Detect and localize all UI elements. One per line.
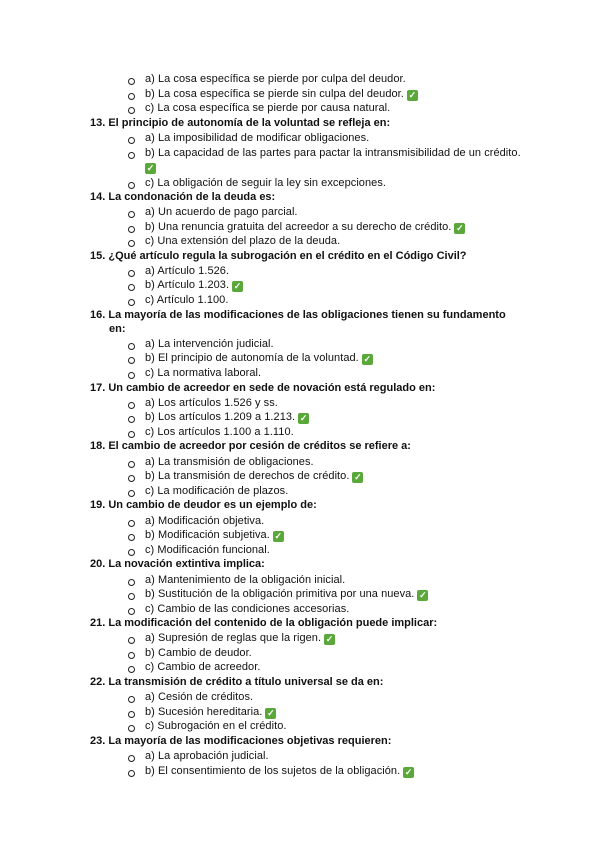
answer-option [145,602,349,616]
line-text: c) Modificación funcional. [145,544,270,556]
line-text: c) La obligación de seguir la ley sin excepciones. [145,177,386,189]
line-text: b) La transmisión de derechos de crédito. [145,470,350,482]
answer-option [145,514,264,528]
answer-option [145,351,373,365]
line-text: a) Cesión de créditos. [145,691,254,703]
line-text: a) Supresión de reglas que la rigen. [145,632,322,644]
check-mark-icon: ✓ [404,767,413,777]
answer-option [145,176,386,190]
list-bullet [128,637,135,644]
line-text: c) Cambio de las condiciones accesorias. [145,603,350,615]
list-bullet [128,240,135,247]
line-text: 15. ¿Qué artículo regula la subrogación en el crédito en el Código Civil? [90,250,467,262]
answer-option [145,278,243,292]
line-text: b) Una renuncia gratuita del acreedor a su derecho de crédito. [145,221,452,233]
check-mark-icon: ✓ [233,281,242,291]
question-heading [90,616,437,630]
answer-option [145,455,314,469]
answer-option [145,87,418,101]
list-bullet [128,93,135,100]
line-text: c) Una extensión del plazo de la deuda. [145,235,341,247]
line-text: 16. La mayoría de las modificaciones de las obligaciones tienen su fundamento [90,309,506,321]
line-text: b) El consentimiento de los sujetos de la obligación. [145,765,401,777]
list-bullet [128,534,135,541]
answer-option [145,543,270,557]
list-bullet [128,402,135,409]
answer-option [145,293,228,307]
question-heading [90,190,275,204]
check-mark-icon: ✓ [325,634,334,644]
answer-option [145,101,390,115]
answer-option [145,205,298,219]
line-text: 20. La novación extintiva implica: [90,558,265,570]
question-heading [90,675,383,689]
line-text: c) Artículo 1.100. [145,294,229,306]
answer-option [145,366,261,380]
line-text: 19. Un cambio de deudor es un ejemplo de: [90,499,317,511]
question-heading [90,557,265,571]
list-bullet [128,520,135,527]
question-heading [90,116,390,130]
check-mark-icon: ✓ [419,590,427,600]
line-text: 22. La transmisión de crédito a título universal se da en: [90,676,384,688]
line-text: a) Mantenimiento de la obligación inicial. [145,574,346,586]
line-text: a) La cosa específica se pierde por culpa del deudor. [145,73,406,85]
answer-option [145,719,286,733]
answer-option [145,705,276,719]
line-text: c) Subrogación en el crédito. [145,720,287,732]
list-bullet [128,416,135,423]
answer-option [145,573,345,587]
list-bullet [128,78,135,85]
answer-option [145,131,369,145]
check-mark-icon: ✓ [354,472,362,482]
list-bullet [128,770,135,777]
list-bullet [128,343,135,350]
answer-option [145,220,465,234]
question-heading [90,308,506,322]
question-heading [90,439,411,453]
answer-option [145,690,253,704]
check-mark-icon: ✓ [146,163,155,173]
answer-option [145,396,278,410]
list-bullet [128,755,135,762]
list-bullet [128,152,135,159]
list-bullet [128,284,135,291]
line-text: b) Artículo 1.203. [145,279,230,291]
check-mark-icon: ✓ [274,531,283,541]
line-text: b) La cosa específica se pierde sin culpa del deudor. [145,88,404,100]
line-text: 14. La condonación de la deuda es: [90,191,276,203]
list-bullet [128,652,135,659]
answer-option [145,146,521,160]
line-text: a) Los artículos 1.526 y ss. [145,397,278,409]
line-text: 18. El cambio de acreedor por cesión de créditos se refiere a: [90,440,411,452]
line-text: a) Un acuerdo de pago parcial. [145,206,298,218]
list-bullet [128,696,135,703]
question-heading [109,322,126,336]
question-heading [90,381,435,395]
answer-option [145,425,294,439]
line-text: b) El principio de autonomía de la voluntad. [145,352,359,364]
check-mark-icon: ✓ [456,223,464,233]
answer-option [145,749,269,763]
list-bullet [128,299,135,306]
answer-option [145,484,288,498]
line-text: b) Cambio de deudor. [145,647,252,659]
answer-option [145,234,340,248]
question-heading [90,498,317,512]
answer-option [145,631,335,645]
answer-option [145,160,156,174]
list-bullet [128,666,135,673]
list-bullet [128,182,135,189]
answer-option [145,660,260,674]
line-text: a) La imposibilidad de modificar obligaciones. [145,132,370,144]
list-bullet [128,711,135,718]
line-text: en: [109,323,126,335]
list-bullet [128,137,135,144]
line-text: b) Modificación subjetiva. [145,529,270,541]
list-bullet [128,475,135,482]
answer-option [145,337,274,351]
line-text: b) La capacidad de las partes para pactar la intransmisibilidad de un crédito. [145,147,521,159]
line-text: b) Sucesión hereditaria. [145,706,263,718]
list-bullet [128,725,135,732]
list-bullet [128,107,135,114]
line-text: a) Artículo 1.526. [145,265,230,277]
line-text: a) Modificación objetiva. [145,515,265,527]
answer-option [145,764,414,778]
check-mark-icon: ✓ [267,708,275,718]
answer-option [145,528,284,542]
line-text: c) La cosa específica se pierde por causa natural. [145,102,391,114]
list-bullet [128,372,135,379]
list-bullet [128,270,135,277]
list-bullet [128,226,135,233]
line-text: c) Los artículos 1.100 a 1.110. [145,426,294,438]
check-mark-icon: ✓ [408,90,417,100]
line-text: 21. La modificación del contenido de la obligación puede implicar: [90,617,438,629]
answer-option [145,264,229,278]
answer-option [145,410,309,424]
answer-option [145,587,428,601]
line-text: 13. El principio de autonomía de la voluntad se refleja en: [90,117,391,129]
question-heading [90,249,467,263]
list-bullet [128,357,135,364]
list-bullet [128,490,135,497]
list-bullet [128,461,135,468]
answer-option [145,72,406,86]
line-text: a) La transmisión de obligaciones. [145,456,314,468]
answer-option [145,646,252,660]
answer-option [145,469,363,483]
check-mark-icon: ✓ [299,413,308,423]
list-bullet [128,593,135,600]
list-bullet [128,608,135,615]
list-bullet [128,431,135,438]
line-text: c) Cambio de acreedor. [145,661,261,673]
line-text: a) La aprobación judicial. [145,750,269,762]
list-bullet [128,211,135,218]
line-text: 17. Un cambio de acreedor en sede de novación está regulado en: [90,382,436,394]
list-bullet [128,579,135,586]
question-heading [90,734,391,748]
line-text: c) La modificación de plazos. [145,485,289,497]
check-mark-icon: ✓ [363,354,372,364]
line-text: a) La intervención judicial. [145,338,274,350]
line-text: b) Los artículos 1.209 a 1.213. [145,411,296,423]
list-bullet [128,549,135,556]
line-text: c) La normativa laboral. [145,367,262,379]
line-text: 23. La mayoría de las modificaciones objetivas requieren: [90,735,392,747]
line-text: b) Sustitución de la obligación primitiva por una nueva. [145,588,415,600]
